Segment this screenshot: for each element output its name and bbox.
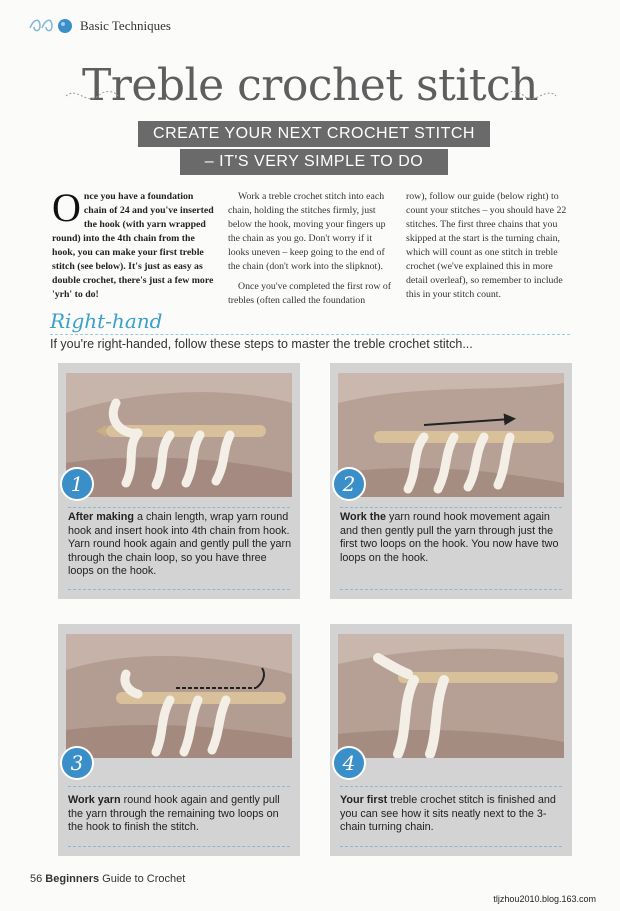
step-text: a chain length, wrap yarn round hook and insert hook into 4th chain from hook. Yarn round hook again and gently pull the yarn through the chain loop, so you have three loops on the hook.	[68, 511, 292, 577]
step-text: treble crochet stitch is finished and you can see how it sits neatly next to the 3-chain turning chain.	[340, 794, 556, 833]
swirl-icon	[28, 16, 74, 36]
step-card-1	[58, 363, 300, 599]
section-header	[28, 14, 171, 38]
intro-paragraph: row), follow our guide (below right) to count your stitches – you should have 22 stitches. The first three chains that you skipped at the start is the turning chain, which will count as one stitch in treble crochet (we've explained this in more detail overleaf), so remember to include this in your stitch count.	[406, 191, 567, 300]
intro-column-1	[52, 185, 214, 302]
divider	[68, 846, 290, 847]
page-footer	[30, 873, 185, 885]
right-hand-heading: Right-hand	[50, 309, 163, 333]
hand-crochet-photo-icon	[338, 634, 564, 758]
hand-crochet-photo-icon	[338, 373, 564, 497]
section-title: Basic Techniques	[80, 18, 171, 33]
step-number: 4	[332, 746, 366, 780]
divider	[340, 846, 562, 847]
step-text: round hook again and gently pull the yarn through the remaining two loops on the hook to finish the stitch.	[68, 794, 280, 833]
divider	[68, 507, 290, 508]
step-card-3	[58, 624, 300, 856]
drop-cap: O	[52, 185, 81, 230]
subtitle-line-2: – IT'S VERY SIMPLE TO DO	[180, 149, 448, 175]
step-card-4	[330, 624, 572, 856]
step-photo	[338, 373, 564, 497]
hand-crochet-photo-icon	[66, 373, 292, 497]
page-title: Treble crochet stitch	[81, 60, 539, 111]
divider	[340, 589, 562, 590]
magazine-name-bold: Beginners	[45, 873, 100, 885]
intro-column-2	[228, 190, 394, 314]
divider	[68, 786, 290, 787]
step-lead: Work the	[340, 511, 386, 523]
intro-column-3	[406, 190, 568, 308]
intro-paragraph: Work a treble crochet stitch into each chain, holding the stitches firmly, just below the hook, moving your fingers up the chain as you go. Don't worry if it looks uneven – keep going to the end of the chain (don't work into the slipknot).	[228, 191, 386, 272]
subtitle	[138, 121, 490, 177]
intro-paragraph: Once you've completed the first row of trebles (often called the foundation	[228, 281, 392, 306]
divider	[340, 507, 562, 508]
divider	[340, 786, 562, 787]
step-lead: After making	[68, 511, 134, 523]
step-caption	[68, 794, 292, 835]
subtitle-line-1: CREATE YOUR NEXT CROCHET STITCH	[138, 121, 490, 147]
page-number: 56	[30, 873, 46, 885]
step-photo	[338, 634, 564, 758]
step-lead: Your first	[340, 794, 388, 806]
step-caption	[68, 511, 292, 579]
watermark: tljzhou2010.blog.163.com	[493, 894, 596, 904]
step-photo	[66, 373, 292, 497]
step-card-2	[330, 363, 572, 599]
step-number: 2	[332, 467, 366, 501]
step-caption	[340, 794, 564, 835]
step-photo	[66, 634, 292, 758]
intro-text: nce you have a foundation chain of 24 and you've inserted the hook (with yarn wrapped round) into the 4th chain from the hook, you can make your first treble stitch (see below). It's just as easy as double crochet, there's just a few more 'yrh' to do!	[52, 191, 214, 300]
step-lead: Work yarn	[68, 794, 121, 806]
step-number: 3	[60, 746, 94, 780]
divider	[50, 334, 570, 335]
step-number: 1	[60, 467, 94, 501]
decorative-flourish-icon	[62, 84, 122, 108]
hand-crochet-photo-icon	[66, 634, 292, 758]
decorative-flourish-icon	[500, 84, 560, 108]
divider	[68, 589, 290, 590]
magazine-name: Guide to Crochet	[99, 873, 186, 885]
step-text: yarn round hook movement again and then gently pull the yarn through just the first two loops on the hook. You now have two loops on the hook.	[340, 511, 559, 564]
right-hand-instruction: If you're right-handed, follow these steps to master the treble crochet stitch...	[50, 337, 473, 351]
step-caption	[340, 511, 564, 565]
